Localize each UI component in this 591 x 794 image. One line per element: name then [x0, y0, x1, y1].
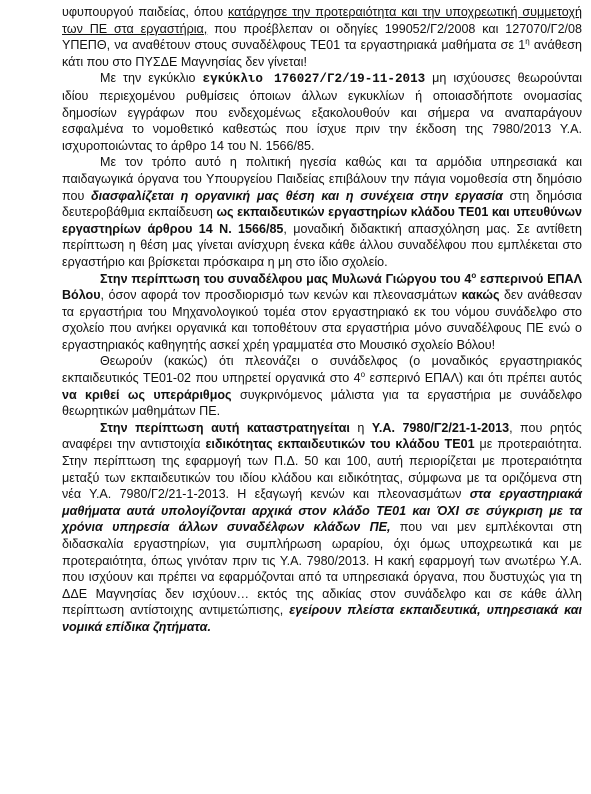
- paragraph-4: [62, 271, 582, 354]
- bold-italic-text: διασφαλίζεται η οργανική μας θέση και η συνέχεια στην εργασία: [91, 188, 503, 203]
- underlined-text: κατάργησε την προτεραιότητα και την υποχρεωτική συμμετοχή των ΠΕ στα εργαστήρια,: [62, 5, 582, 36]
- superscript: ο: [471, 270, 477, 280]
- text: ανάθεση κάτι που στο ΠΥΣΔΕ Μαγνησίας δεν γίνεται!: [62, 38, 582, 69]
- bold-italic-text: εγείρουν πλείστα εκπαιδευτικά, υπηρεσιακά και νομικά επίδικα ζητήματα.: [62, 603, 582, 634]
- text: εσπερινό ΕΠΑΛ) και ότι πρέπει αυτός: [365, 371, 582, 386]
- circular-reference: εγκύκλιο 176027/Γ2/19-11-2013: [202, 72, 426, 87]
- text: που προέβλεπαν οι οδηγίες 199052/Γ2/2008 και 127070/Γ2/08 ΥΠΕΠΘ, να αναθέτουν στους συναδέλφους ΤΕ01 τα εργαστηριακά μαθήματα σε 1: [62, 21, 582, 53]
- paragraph-5: [62, 353, 582, 419]
- bold-text: εσπερινού ΕΠΑΛ Βόλου: [62, 271, 582, 303]
- bold-text: ειδικότητας εκπαιδευτικών του κλάδου ΤΕ01: [205, 437, 475, 452]
- bold-text: να κριθεί ως υπεράριθμος: [62, 387, 232, 402]
- bold-text: Στην περίπτωση του συναδέλφου μας Μυλωνά Γιώργου του 4: [100, 271, 472, 286]
- text: δεν ανάθεσαν τα εργαστήρια του Μηχανολογικού τομέα στον εργαστηριακό εκ του νόμου συνάδελφο στο σχολείο που ανήκει οργανικά και τοποθέτουν στα εργαστήρια μόνο συναδέλφους ΠΕ ενώ ο εργαστηριακός καθηγητής ασκεί χρέη γραμματέα στο Μουσικό σχολείο Βόλου!: [62, 288, 582, 352]
- text: Με τον τρόπο αυτό η πολιτική ηγεσία καθώς και τα αρμόδια υπηρεσιακά και παιδαγωγικά όργανα του Υπουργείου Παιδείας επιβάλουν την πάγια νομοθεσία στη δημόσιο που: [62, 155, 582, 203]
- text: στη δημόσια δευτεροβάθμια εκπαίδευση: [62, 188, 582, 220]
- bold-text: κακώς: [461, 288, 500, 303]
- paragraph-1: [62, 4, 582, 70]
- superscript: ο: [360, 369, 366, 379]
- text: με προτεραιότητα. Στην περίπτωση της εφαρμογή των Π.Δ. 50 και 100, αυτή περιορίζεται με προτεραιότητα μεταξύ των εκπαιδευτικών του ιδίου κλάδου και ειδικότητας, σύμφωνα με τα οριζόμενα στη νέα Υ.Α. 7980/Γ2/21-1-2013. Η εξαγωγή κενών και πλεονασμάτων: [62, 437, 582, 502]
- text: συγκρινόμενος μάλιστα για τα εργαστήρια με συνάδελφο θεωρητικών μαθημάτων ΠΕ.: [62, 387, 582, 419]
- paragraph-3: [62, 154, 582, 270]
- text: μη ισχύουσες θεωρούνται ιδίου περιεχομένου ρυθμίσεις όποιων άλλων εγκυκλίων ή οποιασδήποτε ονομασίας δημοσίων εγγράφων που ενδεχομένως εξακολουθούν και σήμερα να αναπαράγουν εσφαλμένα το νομοθετικό καθεστώς που ίσχυε πριν την έκδοση της 7980/2013 Υ.Α. ισχυροποιώντας το άρθρο 14 του Ν. 1566/85.: [62, 71, 583, 153]
- text: , μοναδική διδακτική απασχόληση μας. Σε αντίθετη περίπτωση η θέση μας γίνεται ανίσχυρη ένεκα κάθε άλλου συναδέλφου που εμπλέκεται στο εργαστήριο και βρίσκεται πρόσκαιρα η μη στο ίδιο σχολείο.: [62, 221, 582, 269]
- paragraph-6: [62, 420, 582, 636]
- bold-text: Υ.Α. 7980/Γ2/21-1-2013: [371, 420, 510, 435]
- bold-text: Στην περίπτωση αυτή καταστρατηγείται: [100, 420, 350, 435]
- text: υφυπουργού παιδείας, όπου: [62, 5, 229, 19]
- text: Με την εγκύκλιο: [100, 71, 203, 86]
- bold-italic-text: στα εργαστηριακά μαθήματα αυτά υπολογίζονται αρχικά στον κλάδο ΤΕ01 και ΌΧΙ σε σύγκριση με τα χρόνια υπηρεσία άλλων συναδέλφων κλάδων ΠΕ,: [62, 487, 582, 535]
- bold-text: ως εκπαιδευτικών εργαστηρίων κλάδου ΤΕ01 και υπευθύνων εργαστηρίων άρθρου 14 Ν. 1566/85: [62, 205, 583, 236]
- text: , που ρητός αναφέρει την αντιστοιχία: [62, 420, 582, 452]
- document-page: [62, 4, 582, 636]
- text: η: [349, 420, 372, 435]
- paragraph-2: [62, 70, 582, 154]
- text: Θεωρούν (κακώς) ότι πλεονάζει ο συνάδελφος (ο μοναδικός εργαστηριακός εκπαιδευτικός ΤΕ01-02 που υπηρετεί οργανικά στο 4: [62, 354, 582, 386]
- text: που ναι μεν εμπλέκονται στη διδασκαλία εργαστηρίων, για συμπλήρωση ωραρίου, όχι όμως υποχρεωτικά και με προτεραιότητα, όπως γινόταν πριν τις Υ.Α. 7980/2013. Η κακή εφαρμογή των ανωτέρω Υ.Α. που ισχύουν και πρέπει να εφαρμόζονται από τα υπηρεσιακά όργανα, που δυστυχώς για τη ΔΔΕ Μαγνησίας δεν ισχύουν… εκτός της αδικίας στον συνάδελφο και σε κάθε άλλη περίπτωση αντίστοιχης αντιμετώπισης,: [62, 520, 582, 618]
- superscript: η: [525, 37, 530, 47]
- text: , όσον αφορά τον προσδιορισμό των κενών και πλεονασμάτων: [100, 288, 462, 303]
